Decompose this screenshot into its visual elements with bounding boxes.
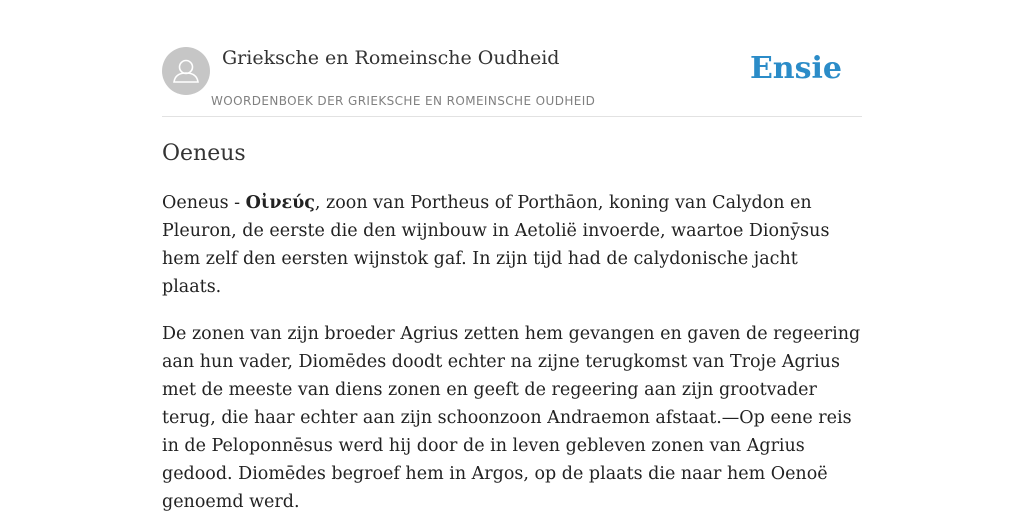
- entry-content: [162, 138, 862, 512]
- entry-title: Oeneus: [162, 141, 246, 166]
- entry-paragraph-2: De zonen van zijn broeder Agrius zetten hem gevangen en gaven de regeering aan hun vader, Diomēdes doodt echter na zijne terugkomst van Troje Agrius met de meeste van diens zonen en geeft de regeering aan zijn grootvader terug, die haar echter aan zijn schoonzoon Andraemon afstaat.—Op eene reis in de Peloponnēsus werd hij door de in leven gebleven zonen van Agrius gedood. Diomēdes begroef hem in Argos, op de plaats die naar hem Oenoë genoemd werd.: [162, 324, 861, 512]
- entry-paragraph-1-text: , zoon van Portheus of Porthāon, koning van Calydon en Pleuron, de eerste die den wijnbouw in Aetolië invoerde, waartoe Dionȳsus hem zelf den eersten wijnstok gaf. In zijn tijd had de calydonische jacht plaats.: [162, 193, 830, 297]
- greek-name: Οἰνεύς: [245, 193, 315, 213]
- entry-paragraph-1: [162, 189, 862, 301]
- user-icon: [162, 47, 210, 95]
- brand-logo[interactable]: Ensie: [749, 51, 842, 86]
- site-subtitle[interactable]: WOORDENBOEK DER GRIEKSCHE EN ROMEINSCHE OUDHEID: [211, 94, 596, 108]
- avatar[interactable]: [162, 47, 210, 95]
- header: [162, 40, 862, 117]
- entry-lead: Oeneus -: [162, 193, 246, 213]
- site-title[interactable]: Grieksche en Romeinsche Oudheid: [222, 47, 560, 69]
